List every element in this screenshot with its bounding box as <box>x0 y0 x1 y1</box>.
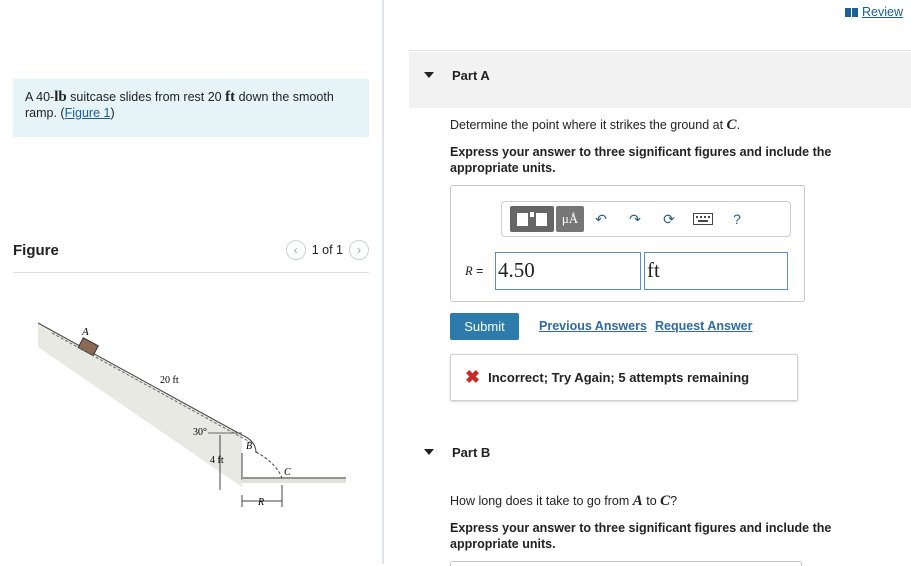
answer-variable <box>465 264 483 279</box>
part-b-question <box>450 493 677 510</box>
variable-R: R <box>465 264 473 278</box>
unit-lb: lb <box>54 89 67 105</box>
part-a-title: Part A <box>452 68 490 83</box>
unit-input[interactable]: ft <box>644 252 788 290</box>
units-button[interactable]: μÅ <box>556 206 584 232</box>
problem-text-4: ) <box>110 106 115 120</box>
keyboard-icon <box>693 213 713 225</box>
math-toolbar <box>501 201 791 237</box>
keyboard-button[interactable] <box>686 206 720 232</box>
equals-sign: = <box>472 264 484 278</box>
pager-text: 1 of 1 <box>311 243 343 257</box>
figure-link[interactable]: Figure 1 <box>64 106 111 120</box>
collapse-triangle-icon <box>424 449 434 455</box>
prev-figure-button[interactable] <box>286 240 306 260</box>
next-figure-button[interactable] <box>349 240 369 260</box>
x-icon: ✖ <box>465 367 481 387</box>
panel-divider[interactable] <box>382 0 384 564</box>
redo-button[interactable] <box>618 206 652 232</box>
label-angle: 30° <box>193 427 207 438</box>
ramp-figure <box>30 315 360 515</box>
label-height: 4 ft <box>210 455 224 466</box>
review-label: Review <box>862 5 903 19</box>
feedback-text: Incorrect; Try Again; 5 attempts remaining <box>488 370 750 385</box>
figure-title: Figure <box>13 242 59 259</box>
b-question-text-1: How long does it take to go from <box>450 494 633 508</box>
answer-box <box>450 185 805 302</box>
part-a-header[interactable] <box>409 52 911 108</box>
problem-text-1: A 40- <box>25 90 55 104</box>
b-point-c: C <box>660 493 671 509</box>
left-panel <box>0 0 383 564</box>
chevron-right-icon: › <box>357 243 361 257</box>
book-icon <box>845 8 858 17</box>
request-answer-link[interactable]: Request Answer <box>655 319 753 333</box>
unit-ft: ft <box>225 89 236 105</box>
label-A: A <box>82 326 89 338</box>
problem-text-2: suitcase slides from rest 20 <box>66 90 226 104</box>
feedback-box <box>450 354 798 401</box>
figure-header <box>13 238 369 273</box>
templates-icon <box>515 210 549 228</box>
part-b-title: Part B <box>452 445 491 460</box>
part-a-instruction: Express your answer to three significant figures and include the appropriate units. <box>450 145 832 175</box>
undo-button[interactable] <box>584 206 618 232</box>
label-C: C <box>284 467 291 478</box>
submit-button[interactable]: Submit <box>450 313 519 340</box>
label-len: 20 ft <box>160 375 179 386</box>
templates-button[interactable] <box>510 206 554 232</box>
figure-pager <box>286 240 369 260</box>
b-question-text-2: to <box>642 494 661 508</box>
review-link[interactable] <box>845 5 903 19</box>
collapse-triangle-icon <box>424 72 434 78</box>
label-B: B <box>246 441 253 452</box>
b-question-text-3: ? <box>670 494 678 508</box>
redo-icon: ↷ <box>629 210 641 227</box>
part-a-question <box>450 117 740 134</box>
reset-button[interactable] <box>652 206 686 232</box>
ramp-line <box>38 323 242 435</box>
problem-statement <box>13 79 369 137</box>
question-point: C <box>726 117 737 133</box>
problem-text-3: down the smooth ramp. ( <box>25 90 334 120</box>
question-text-1: Determine the point where it strikes the ground at <box>450 118 727 132</box>
top-separator <box>409 50 911 51</box>
trajectory <box>256 452 282 478</box>
question-text-2: . <box>736 118 741 132</box>
part-b-header[interactable] <box>409 429 911 485</box>
part-b-instruction: Express your answer to three significant figures and include the appropriate units. <box>450 521 832 551</box>
undo-icon: ↶ <box>595 210 607 227</box>
b-point-a: A <box>632 493 643 509</box>
chevron-left-icon: ‹ <box>293 243 298 257</box>
label-R: R <box>258 497 265 508</box>
help-button[interactable]: ? <box>733 211 741 227</box>
previous-answers-link[interactable]: Previous Answers <box>539 319 647 333</box>
reset-icon: ⟳ <box>663 210 675 227</box>
value-input[interactable]: 4.50 <box>495 252 641 290</box>
